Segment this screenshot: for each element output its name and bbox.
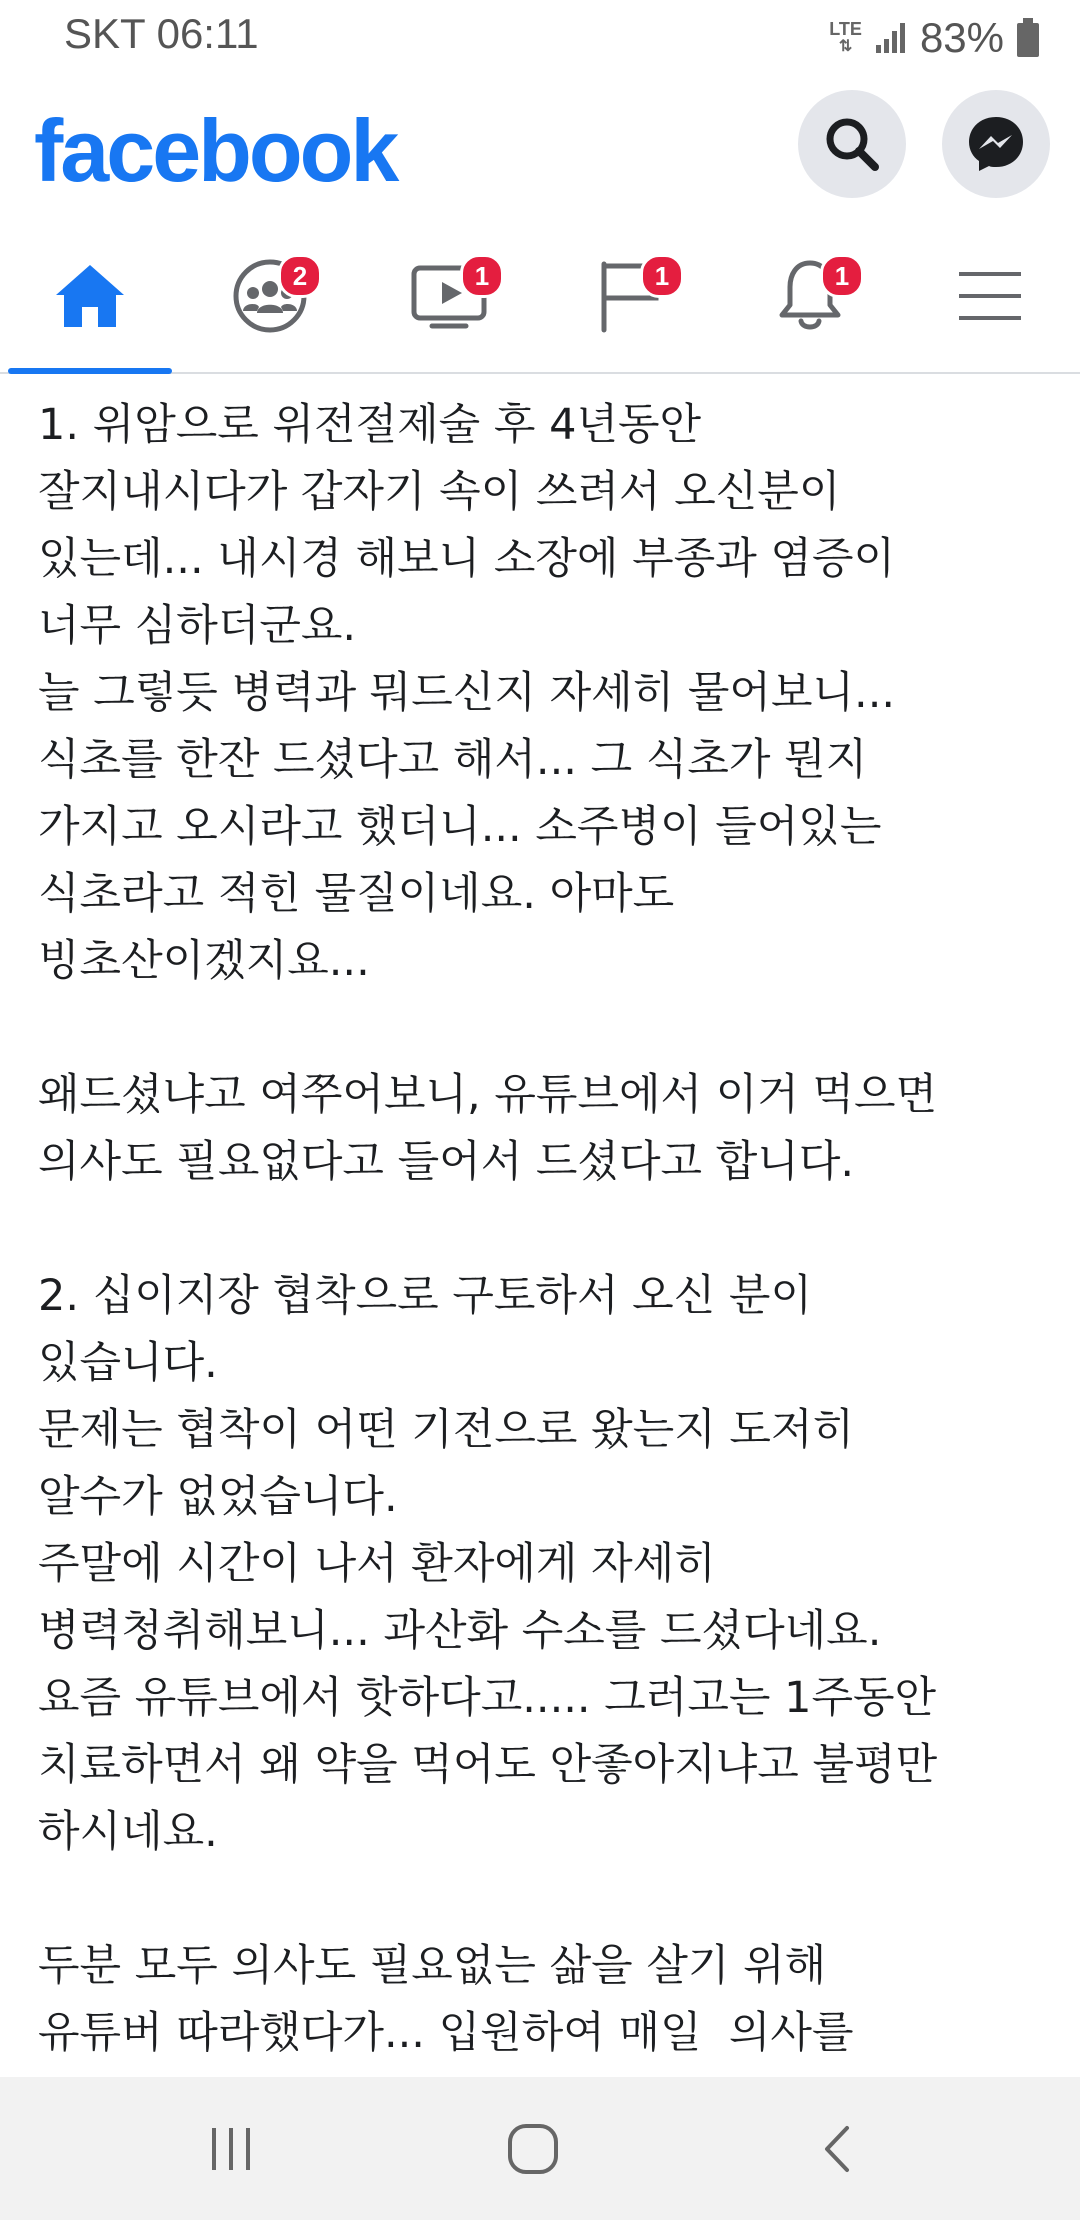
back-icon [817, 2124, 857, 2174]
post-line: 있는데... 내시경 해보니 소장에 부종과 염증이 [38, 534, 896, 584]
post-line: 알수가 없었습니다. [38, 1472, 398, 1522]
post-line: 2. 십이지장 협착으로 구토하서 오신 분이 [38, 1271, 812, 1321]
post-line: 가지고 오시라고 했더니... 소주병이 들어있는 [38, 802, 882, 852]
active-tab-indicator [8, 368, 172, 374]
home-circle-icon [506, 2122, 560, 2176]
lte-icon: LTE ⇅ [829, 19, 862, 55]
watch-badge: 1 [460, 254, 504, 298]
pages-badge: 1 [640, 254, 684, 298]
search-icon [822, 114, 882, 174]
post-line: 빙초산이겠지요... [38, 936, 370, 986]
tab-home[interactable] [0, 220, 180, 372]
post-line: 치료하면서 왜 약을 먹어도 안좋아지냐고 불평만 [38, 1740, 938, 1790]
system-navigation-bar [0, 2077, 1080, 2220]
network-label: LTE [829, 19, 862, 39]
post-text [38, 392, 1048, 2077]
tab-bar [0, 220, 1080, 374]
tab-watch[interactable] [360, 220, 540, 372]
recent-apps-button[interactable] [186, 2113, 276, 2185]
status-icons [829, 10, 1040, 66]
post-line: 식초를 한잔 드셨다고 해서... 그 식초가 뭔지 [38, 735, 868, 785]
post-line: 문제는 협착이 어떤 기전으로 왔는지 도저히 [38, 1405, 855, 1455]
blank-line [38, 995, 1048, 1062]
tab-menu[interactable] [900, 220, 1080, 372]
battery-icon [1016, 18, 1040, 58]
post-line: 두분 모두 의사도 필요없는 삶을 살기 위해 [38, 1941, 827, 1991]
post-line: 병력청취해보니... 과산화 수소를 드셨다네요. [38, 1606, 882, 1656]
post-line: 늘 그렇듯 병력과 뭐드신지 자세히 물어보니... [38, 668, 896, 718]
facebook-logo[interactable]: facebook [34, 101, 397, 200]
recent-apps-icon [206, 2124, 256, 2174]
back-button[interactable] [792, 2113, 882, 2185]
tab-notifications[interactable] [720, 220, 900, 372]
signal-icon [874, 21, 908, 55]
post-line: 1. 위암으로 위전절제술 후 4년동안 [38, 400, 702, 450]
post-line: 하시네요. [38, 1807, 218, 1857]
post-line: 식초라고 적힌 물질이네요. 아마도 [38, 869, 675, 919]
messenger-icon [965, 113, 1027, 175]
battery-percent: 83% [919, 14, 1004, 61]
search-button[interactable] [798, 90, 906, 198]
tab-pages[interactable] [540, 220, 720, 372]
post-line: 유튜버 따라했다가... 입원하여 매일 의사를 [38, 2008, 854, 2058]
home-icon [52, 261, 128, 331]
post-line: 왜드셨냐고 여쭈어보니, 유튜브에서 이거 먹으면 [38, 1070, 938, 1120]
tab-groups[interactable] [180, 220, 360, 372]
blank-line [38, 1866, 1048, 1933]
status-bar [0, 0, 1080, 80]
post-line: 잘지내시다가 갑자기 속이 쓰려서 오신분이 [38, 467, 841, 517]
post-line: 주말에 시간이 나서 환자에게 자세히 [38, 1539, 716, 1589]
menu-icon [957, 268, 1023, 324]
post-line: 요즘 유튜브에서 핫하다고..... 그러고는 1주동안 [38, 1673, 937, 1723]
post-line: 너무 심하더군요. [38, 601, 357, 651]
post-line: 있습니다. [38, 1338, 218, 1388]
blank-line [38, 1196, 1048, 1263]
home-nav-button[interactable] [488, 2113, 578, 2185]
carrier-time: SKT 06:11 [64, 10, 259, 57]
app-header [0, 80, 1080, 220]
messenger-button[interactable] [942, 90, 1050, 198]
groups-badge: 2 [278, 254, 322, 298]
notifications-badge: 1 [820, 254, 864, 298]
post-line: 의사도 필요없다고 들어서 드셨다고 합니다. [38, 1137, 855, 1187]
